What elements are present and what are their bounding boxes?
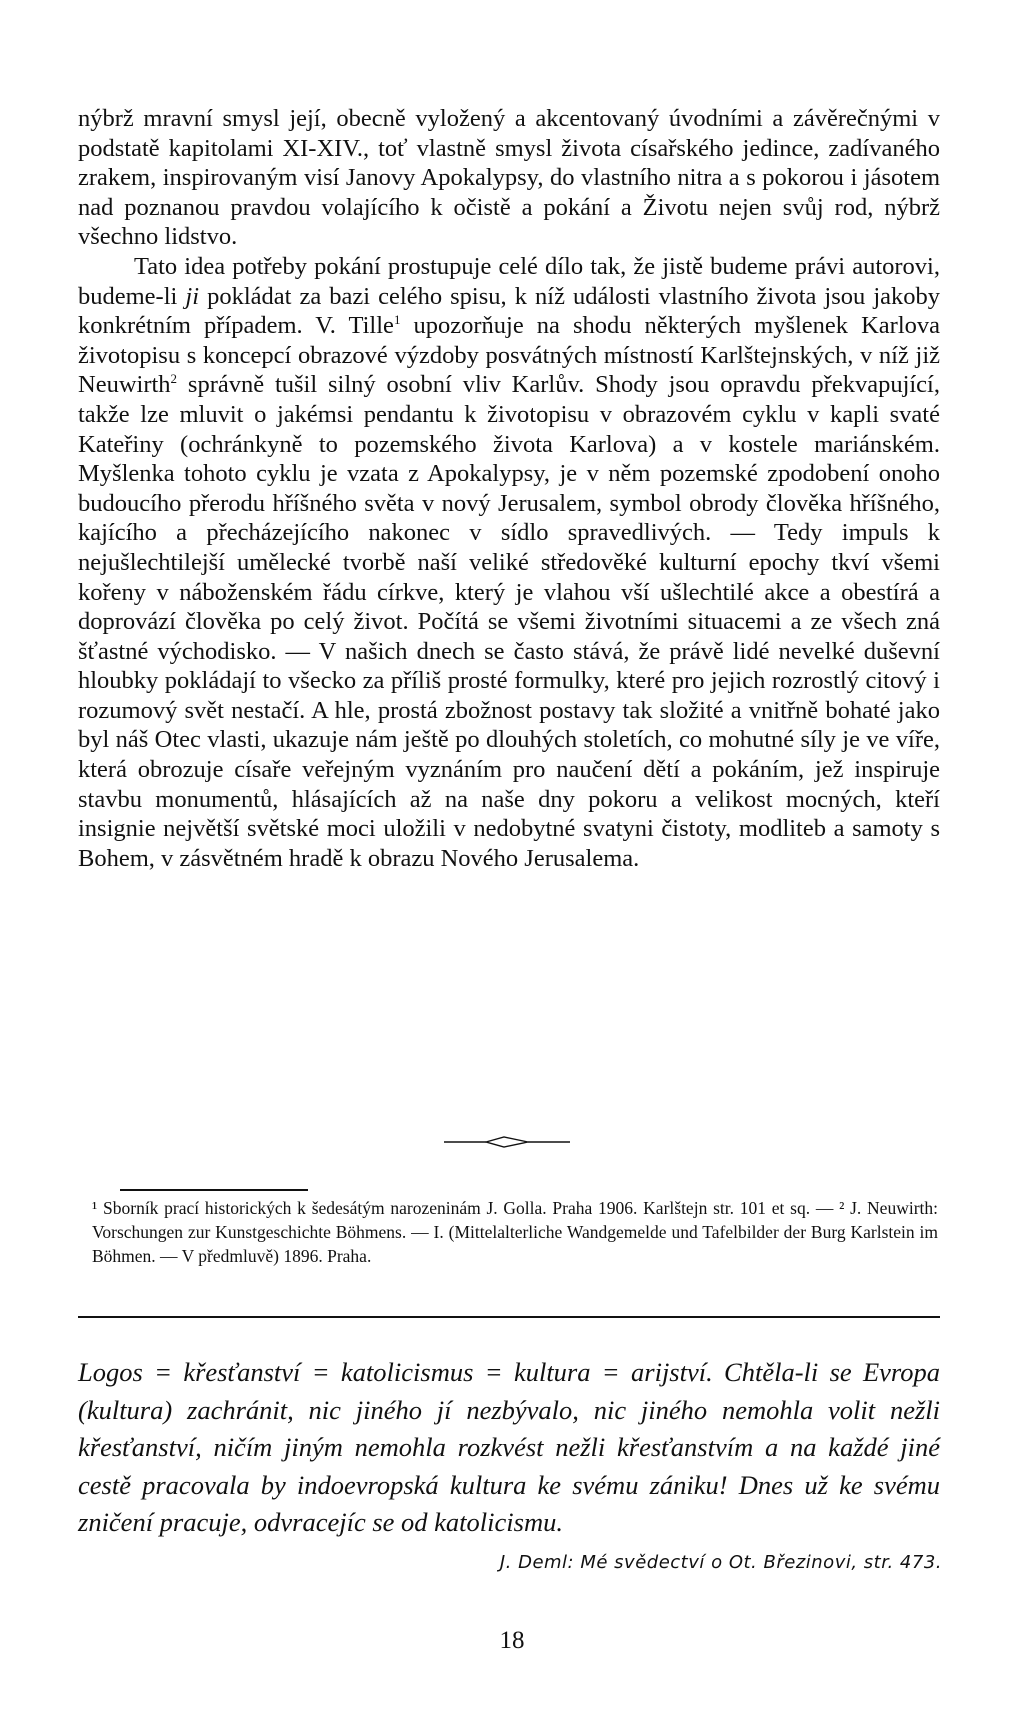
footnote-rule [120,1189,308,1191]
footnote-text: ¹ Sborník prací historických k šedesátým narozeninám J. Golla. Praha 1906. Karlštejn str. 101 et sq. — ² J. Neuwirth: Vorschungen zur Kunstgeschichte Böhmens. — I. (Mittelalterliche Wandgemelde und Tafelbilder der Burg Karlstein im Böhmen. — V předmluvě) 1896. Praha. [92,1198,938,1266]
footnotes [92,1196,938,1268]
paragraph-2-part-d: správně tušil silný osobní vliv Karlův. Shody jsou opravdu překvapující, takže lze mluvit o jakémsi pendantu k životopisu v obrazovém cyklu v kapli svaté Kateřiny (ochránkyně to pozemského života Karlova) a v kostele mariánském. Myšlenka tohoto cyklu je vzata z Apokalypsy, je v něm pozemské zpodobení onoho budoucího přerodu hříšného světa v nový Jerusalem, symbol obrody člověka hříšného, kajícího a přecházejícího nakonec v sídlo spravedlivých. — Tedy impuls k nejušlechtilejší umělecké tvorbě naší veliké středověké kulturní epochy tkví všemi kořeny v náboženském řádu církve, který je vlahou vší ušlechtilé akce a obestírá a doprovází člověka po celý život. Počítá se všemi životními situacemi a ze všech zná šťastné východisko. — V našich dnech se často stává, že právě lidé nevelké duševní hloubky pokládají to všecko za příliš prosté formulky, které pro jejich rozrostlý citový i rozumový svět nestačí. A hle, prostá zbožnost postavy tak složité a vnitřně bohaté jako byl náš Otec vlasti, ukazuje nám ještě po dlouhých stoletích, co mohutné síly je ve víře, která obrozuje císaře veřejným vyznáním pro naučení dětí a pokáním, jež inspiruje stavbu monumentů, hlásajících až na naše dny pokoru a velikost mocných, kteří insignie největší světské moci uložili v nedobytné svatyni čistoty, modliteb a samoty s Bohem, v zásvětném hradě k obrazu Nového Jerusalema. [78,371,940,872]
footnote-ref-2: 2 [170,371,178,387]
page-number: 18 [499,1627,525,1654]
section-ornament [444,1135,570,1149]
quote-text: Logos = křesťanství = katolicismus = kultura = arijství. Chtěla-li se Evropa (kultura) zachránit, nic jiného jí nezbývalo, nic jiného nemohla volit nežli křesťanství, ničím jiným nemohla rozkvést nežli křesťanstvím a na každé jiné cestě pracovala by indoevropská kultura ke svému zániku! Dnes už ke svému zničení pracuje, odvracejíc se od katolicismu. [78,1357,940,1537]
quote-divider-rule [78,1316,940,1318]
paragraph-2-part-a: Tato idea potřeby pokání prostupuje celé dílo tak, že jistě budeme právi autorovi, budeme-li [78,252,940,310]
epigraph-quote [78,1354,940,1542]
quote-attribution: J. Deml: Mé svědectví o Ot. Březinovi, str. 473. [499,1552,942,1573]
paragraph-1: nýbrž mravní smysl její, obecně vyložený a akcentovaný úvodními a závěrečnými v podstatě kapitolami XI-XIV., toť vlastně smysl života císařského jedince, zadívaného zrakem, inspirovaným visí Janovy Apokalypsy, do vlastního nitra a s pokorou i jásotem nad poznanou pravdou volajícího k očistě a pokání a Životu nejen svůj rod, nýbrž všechno lidstvo. [78,105,940,251]
paragraph-2 [78,252,940,873]
paragraph-2-part-c: upozorňuje na shodu některých myšlenek Karlova životopisu s koncepcí obrazové výzdoby posvátných místností Karlštejnských, v níž již Neuwirth [78,312,941,399]
main-text [78,104,940,873]
italic-ji: ji [185,282,200,310]
footnote-ref-1: 1 [393,312,401,327]
paragraph-2-part-b: pokládat za bazi celého spisu, k níž události vlastního života jsou jakoby konkrétním případem. V. Tille [78,282,941,340]
